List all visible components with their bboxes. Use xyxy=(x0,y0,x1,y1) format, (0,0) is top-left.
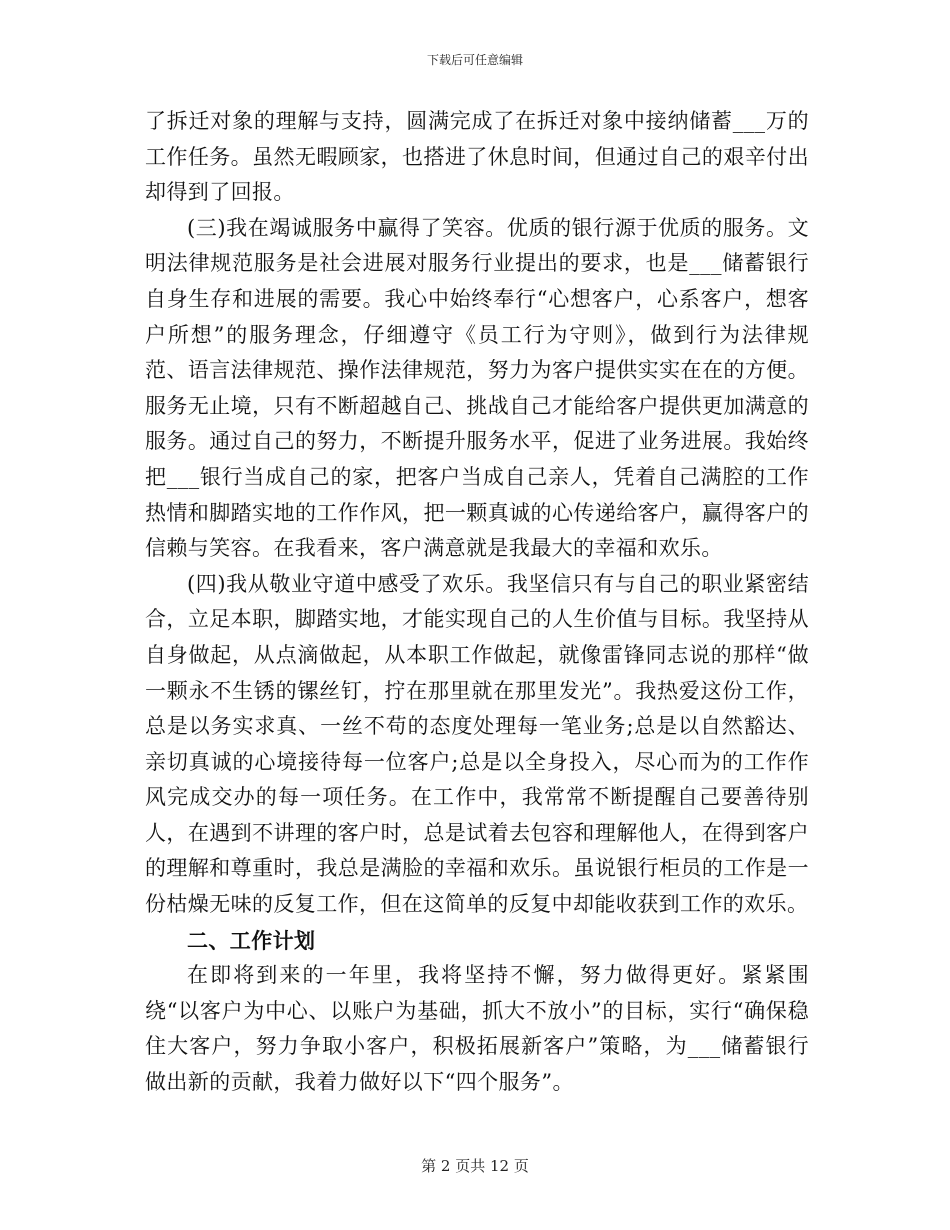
section-heading-work-plan: 二、工作计划 xyxy=(187,927,316,953)
paragraph-work-plan: 在即将到来的一年里，我将坚持不懈，努力做得更好。紧紧围绕“以客户为中心、以账户为基础，抓大不放小”的目标，实行“确保稳住大客户，努力争取小客户，积极拓展新客户”策略，为___储蓄银行做出新的贡献，我着力做好以下“四个服务”。 xyxy=(145,963,809,1095)
page-header: 下载后可任意编辑 xyxy=(426,53,523,67)
paragraph-service-smile: (三)我在竭诚服务中赢得了笑容。优质的银行源于优质的服务。文明法律规范服务是社会进展对服务行业提出的要求，也是___储蓄银行自身生存和进展的需要。我心中始终奉行“心想客户，心系客户，想客户所想”的服务理念，仔细遵守《员工行为守则》，做到行为法律规范、语言法律规范、操作法律规范，努力为客户提供实实在在的方便。服务无止境，只有不断超越自己、挑战自己才能给客户提供更加满意的服务。通过自己的努力，不断提升服务水平，促进了业务进展。我始终把___银行当成自己的家，把客户当成自己亲人，凭着自己满腔的工作热情和脚踏实地的工作作风，把一颗真诚的心传递给客户，赢得客户的信赖与笑容。在我看来，客户满意就是我最大的幸福和欢乐。 xyxy=(145,215,809,561)
page-number-footer: 第 2 页共 12 页 xyxy=(421,1157,529,1175)
paragraph-dedication-joy: (四)我从敬业守道中感受了欢乐。我坚信只有与自己的职业紧密结合，立足本职，脚踏实地，才能实现自己的人生价值与目标。我坚持从自身做起，从点滴做起，从本职工作做起，就像雷锋同志说的那样“做一颗永不生锈的镙丝钉，拧在那里就在那里发光”。我热爱这份工作，总是以务实求真、一丝不苟的态度处理每一笔业务;总是以自然豁达、亲切真诚的心境接待每一位客户;总是以全身投入，尽心而为的工作作风完成交办的每一项任务。在工作中，我常常不断提醒自己要善待别人，在遇到不讲理的客户时，总是试着去包容和理解他人，在得到客户的理解和尊重时，我总是满脸的幸福和欢乐。虽说银行柜员的工作是一份枯燥无味的反复工作，但在这简单的反复中却能收获到工作的欢乐。 xyxy=(145,571,809,917)
paragraph-continuation: 了拆迁对象的理解与支持，圆满完成了在拆迁对象中接纳储蓄___万的工作任务。虽然无暇顾家，也搭进了休息时间，但通过自己的艰辛付出却得到了回报。 xyxy=(145,109,809,205)
document-body xyxy=(145,104,809,1101)
